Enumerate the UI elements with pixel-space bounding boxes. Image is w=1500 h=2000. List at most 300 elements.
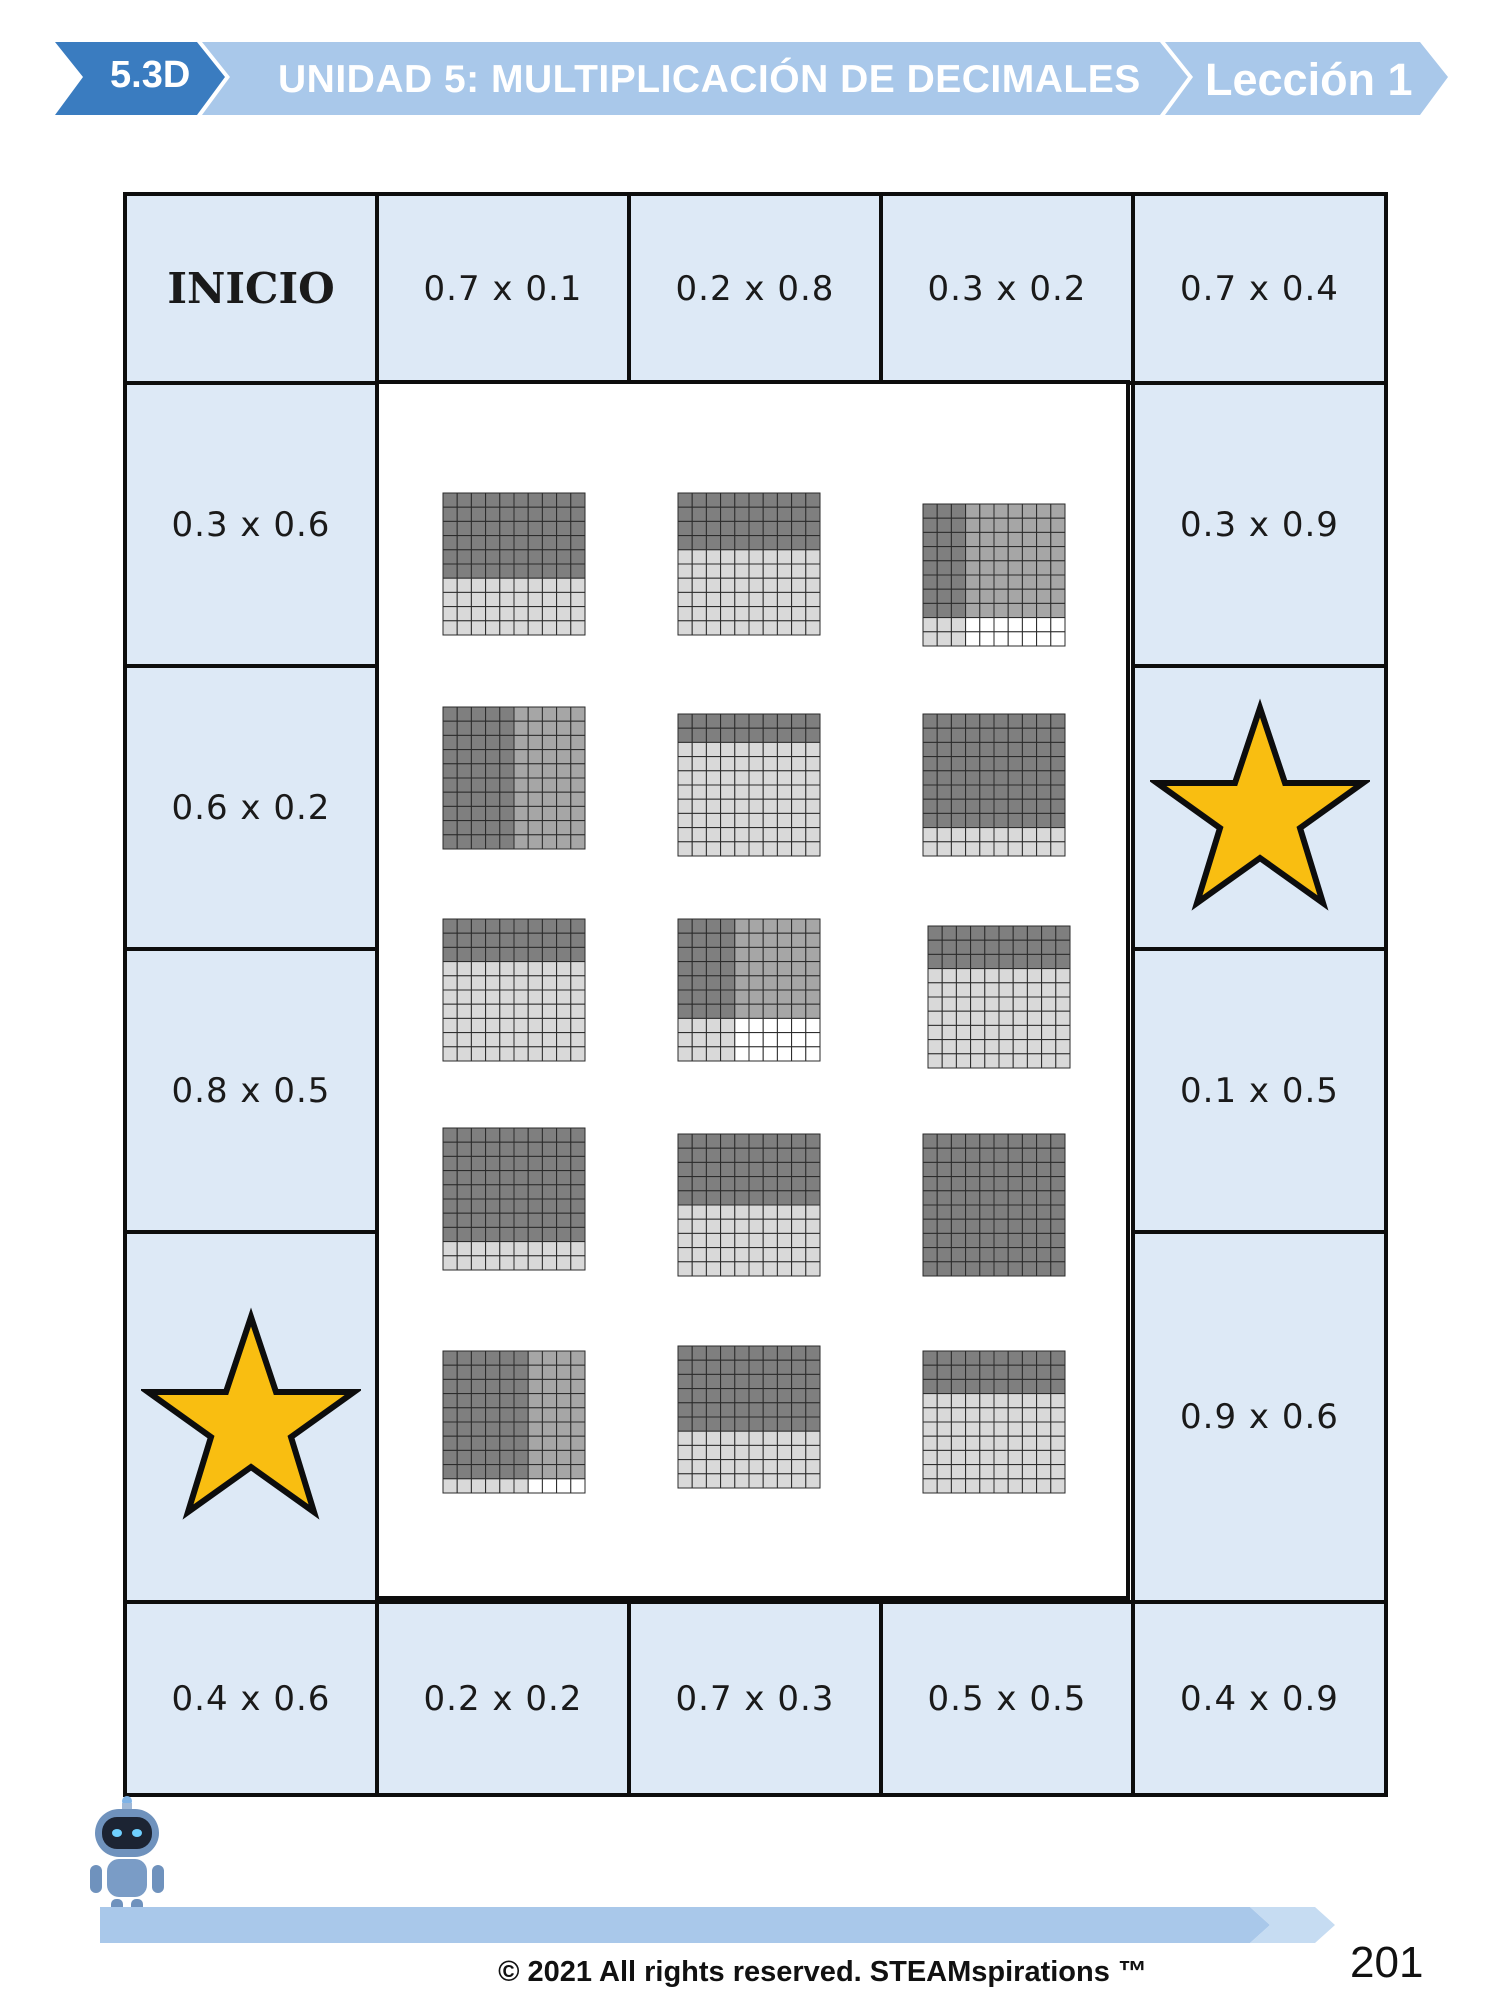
grid-square [557,1004,571,1018]
grid-square [985,954,999,968]
grid-square [471,493,485,507]
grid-square [951,1408,965,1422]
grid-square [923,842,937,856]
grid-square [528,1408,542,1422]
grid-square [735,1047,749,1061]
grid-square [1037,1436,1051,1450]
grid-square [471,621,485,635]
grid-square [692,714,706,728]
grid-square [557,592,571,606]
grid-square [777,728,791,742]
grid-square [457,621,471,635]
grid-square [542,1465,556,1479]
grid-square [678,1445,692,1459]
grid-square [806,1374,820,1388]
grid-square [1008,1262,1022,1276]
grid-square [571,493,585,507]
grid-square [514,578,528,592]
grid-square [806,1445,820,1459]
grid-square [443,1004,457,1018]
grid-square [486,1394,500,1408]
grid-square [1051,532,1065,546]
grid-square [471,1185,485,1199]
grid-square [1037,518,1051,532]
grid-square [777,919,791,933]
grid-square [486,1018,500,1032]
grid-square [692,828,706,842]
grid-square [692,1374,706,1388]
grid-square [500,778,514,792]
grid-square [763,1431,777,1445]
grid-square [792,1047,806,1061]
grid-square [1051,1191,1065,1205]
grid-square [471,1199,485,1213]
grid-square [966,1351,980,1365]
grid-square [471,1242,485,1256]
grid-square [749,1004,763,1018]
grid-square [1056,983,1070,997]
grid-square [1037,1148,1051,1162]
grid-square [1013,954,1027,968]
grid-square [678,1219,692,1233]
grid-square [966,771,980,785]
grid-square [735,1248,749,1262]
grid-square [956,997,970,1011]
grid-square [985,1054,999,1068]
grid-square [528,1365,542,1379]
grid-square [571,507,585,521]
grid-square [542,1033,556,1047]
grid-square [500,493,514,507]
grid-square [514,1047,528,1061]
grid-square [735,1389,749,1403]
grid-square [735,1374,749,1388]
page-number: 201 [1350,1938,1424,1987]
grid-square [966,632,980,646]
grid-square [500,1213,514,1227]
grid-square [749,550,763,564]
grid-square [542,764,556,778]
grid-square [1051,757,1065,771]
grid-square [749,919,763,933]
grid-square [500,806,514,820]
grid-square [735,933,749,947]
grid-square [571,1408,585,1422]
grid-square [1013,1025,1027,1039]
grid-square [528,493,542,507]
grid-square [692,962,706,976]
grid-square [937,1205,951,1219]
grid-square [571,1256,585,1270]
space-expression: 0.7 x 0.3 [675,1678,835,1719]
grid-square [500,550,514,564]
grid-square [792,976,806,990]
grid-square [706,813,720,827]
grid-square [443,578,457,592]
grid-square [937,1394,951,1408]
grid-square [1022,518,1036,532]
grid-square [937,1248,951,1262]
grid-square [443,592,457,606]
grid-square [980,828,994,842]
grid-square [443,550,457,564]
start-space [123,192,379,385]
grid-square [1008,518,1022,532]
grid-square [471,578,485,592]
grid-square [951,785,965,799]
grid-square [951,504,965,518]
grid-square [966,799,980,813]
grid-square [571,764,585,778]
grid-square [721,507,735,521]
grid-square [471,707,485,721]
grid-square [706,1162,720,1176]
grid-square [980,1394,994,1408]
grid-square [542,1351,556,1365]
grid-square [1013,1011,1027,1025]
grid-square [749,1219,763,1233]
grid-square [486,1213,500,1227]
grid-square [721,1474,735,1488]
grid-square [528,1227,542,1241]
grid-square [792,1346,806,1360]
grid-square [735,1431,749,1445]
grid-square [500,919,514,933]
grid-square [486,735,500,749]
grid-square [1022,1450,1036,1464]
grid-square [749,1191,763,1205]
grid-square [486,919,500,933]
grid-square [1008,632,1022,646]
grid-square [443,1450,457,1464]
decimal-grid [677,918,821,1066]
grid-square [706,1389,720,1403]
grid-square [571,550,585,564]
grid-square [806,1177,820,1191]
grid-square [706,1346,720,1360]
grid-square [486,1365,500,1379]
grid-square [749,578,763,592]
grid-square [678,757,692,771]
grid-square [542,735,556,749]
grid-square [806,1389,820,1403]
grid-square [500,764,514,778]
grid-square [806,828,820,842]
grid-square [557,564,571,578]
grid-square [763,799,777,813]
grid-square [994,1465,1008,1479]
grid-square [749,976,763,990]
grid-square [692,813,706,827]
grid-square [706,521,720,535]
grid-square [994,1394,1008,1408]
grid-square [514,1394,528,1408]
grid-square [514,1479,528,1493]
grid-square [792,1191,806,1205]
grid-square [692,507,706,521]
grid-square [1042,1054,1056,1068]
grid-square [443,806,457,820]
grid-square [571,536,585,550]
grid-square [542,536,556,550]
grid-square [571,835,585,849]
grid-square [542,1128,556,1142]
grid-square [763,1219,777,1233]
decimal-grid [677,1133,821,1281]
grid-square [777,1474,791,1488]
grid-square [571,990,585,1004]
grid-square [985,983,999,997]
grid-square [486,1142,500,1156]
grid-square [806,1004,820,1018]
grid-square [806,742,820,756]
decimal-grid [442,492,586,640]
grid-square [928,969,942,983]
grid-square [678,1460,692,1474]
grid-square [443,821,457,835]
grid-square [500,1227,514,1241]
grid-square [528,1465,542,1479]
grid-square [937,1450,951,1464]
grid-square [966,504,980,518]
grid-square [777,592,791,606]
grid-square [1022,632,1036,646]
board-space [879,192,1135,385]
grid-square [763,728,777,742]
grid-square [749,1205,763,1219]
grid-square [994,1177,1008,1191]
grid-square [571,1213,585,1227]
grid-square [721,564,735,578]
grid-square [735,714,749,728]
grid-square [1042,969,1056,983]
grid-square [486,578,500,592]
grid-square [457,990,471,1004]
grid-square [806,1205,820,1219]
grid-square [749,1403,763,1417]
grid-square [500,947,514,961]
grid-square [528,962,542,976]
grid-square [942,997,956,1011]
grid-square [980,1465,994,1479]
grid-square [542,821,556,835]
grid-square [721,1262,735,1276]
grid-square [692,578,706,592]
grid-square [763,1134,777,1148]
grid-square [500,1351,514,1365]
grid-square [692,947,706,961]
grid-square [1037,603,1051,617]
grid-square [706,976,720,990]
grid-square [1022,1465,1036,1479]
grid-square [966,532,980,546]
board-space [1131,1600,1388,1797]
grid-square [486,1033,500,1047]
grid-square [1022,1351,1036,1365]
grid-square [486,1227,500,1241]
grid-square [443,1351,457,1365]
decimal-grid-svg [677,918,821,1062]
grid-square [443,621,457,635]
grid-square [443,564,457,578]
grid-square [678,1474,692,1488]
grid-square [980,575,994,589]
grid-square [792,621,806,635]
grid-square [678,550,692,564]
grid-square [792,728,806,742]
grid-square [749,771,763,785]
grid-square [557,1351,571,1365]
grid-square [923,1465,937,1479]
space-expression: 0.4 x 0.9 [1180,1678,1339,1719]
grid-square [1042,954,1056,968]
grid-square [937,1422,951,1436]
grid-square [806,493,820,507]
space-expression: 0.8 x 0.5 [171,1070,331,1111]
grid-square [528,564,542,578]
grid-square [528,778,542,792]
grid-square [980,1479,994,1493]
grid-square [486,1465,500,1479]
grid-square [706,578,720,592]
grid-square [749,813,763,827]
grid-square [777,1389,791,1403]
grid-square [1022,1219,1036,1233]
grid-square [928,1011,942,1025]
grid-square [749,621,763,635]
grid-square [514,947,528,961]
grid-square [763,1047,777,1061]
grid-square [500,521,514,535]
grid-square [735,1219,749,1233]
grid-square [514,835,528,849]
grid-square [486,1242,500,1256]
grid-square [706,1018,720,1032]
grid-square [557,1408,571,1422]
grid-square [557,536,571,550]
grid-square [951,1394,965,1408]
grid-square [1013,940,1027,954]
grid-square [937,1219,951,1233]
grid-square [1008,842,1022,856]
grid-square [692,1389,706,1403]
grid-square [1008,603,1022,617]
grid-square [999,969,1013,983]
grid-square [763,1262,777,1276]
grid-square [571,707,585,721]
grid-square [777,1033,791,1047]
grid-square [692,592,706,606]
grid-square [721,578,735,592]
grid-square [721,1460,735,1474]
grid-square [528,1242,542,1256]
grid-square [763,785,777,799]
grid-square [792,1033,806,1047]
grid-square [735,536,749,550]
decimal-grid [442,1350,586,1498]
grid-square [777,1018,791,1032]
grid-square [542,1256,556,1270]
grid-square [1051,575,1065,589]
grid-square [980,547,994,561]
grid-square [692,536,706,550]
grid-square [443,735,457,749]
grid-square [937,632,951,646]
grid-square [678,592,692,606]
grid-square [571,976,585,990]
grid-square [1008,532,1022,546]
board-space [627,1600,883,1797]
space-expression: 0.3 x 0.2 [927,268,1087,309]
grid-square [528,919,542,933]
grid-square [806,771,820,785]
grid-square [1022,504,1036,518]
grid-square [763,1205,777,1219]
grid-square [937,813,951,827]
grid-square [942,983,956,997]
grid-square [985,1040,999,1054]
grid-square [994,618,1008,632]
grid-square [542,792,556,806]
grid-square [1037,1450,1051,1464]
grid-square [571,806,585,820]
grid-square [942,1054,956,1068]
grid-square [937,561,951,575]
grid-square [457,1450,471,1464]
grid-square [777,976,791,990]
grid-square [792,536,806,550]
grid-square [514,792,528,806]
grid-square [721,1346,735,1360]
grid-square [1022,1262,1036,1276]
grid-square [678,990,692,1004]
grid-square [1013,926,1027,940]
grid-square [500,578,514,592]
grid-square [994,1351,1008,1365]
grid-square [956,1011,970,1025]
grid-square [571,1199,585,1213]
grid-square [471,1479,485,1493]
grid-square [937,1379,951,1393]
grid-square [1013,997,1027,1011]
grid-square [471,1171,485,1185]
grid-square [571,1018,585,1032]
grid-square [542,750,556,764]
grid-square [692,842,706,856]
grid-square [928,997,942,1011]
grid-square [999,997,1013,1011]
grid-square [500,1242,514,1256]
grid-square [1022,1394,1036,1408]
grid-square [994,828,1008,842]
grid-square [457,536,471,550]
grid-square [763,507,777,521]
grid-square [457,721,471,735]
board-space [1131,1230,1388,1604]
grid-square [457,1365,471,1379]
grid-square [777,1417,791,1431]
grid-square [557,1185,571,1199]
grid-square [966,1379,980,1393]
grid-square [471,947,485,961]
grid-square [1022,799,1036,813]
grid-square [457,592,471,606]
grid-square [721,1417,735,1431]
grid-square [471,1213,485,1227]
grid-square [678,1134,692,1148]
grid-square [571,1004,585,1018]
grid-square [557,750,571,764]
